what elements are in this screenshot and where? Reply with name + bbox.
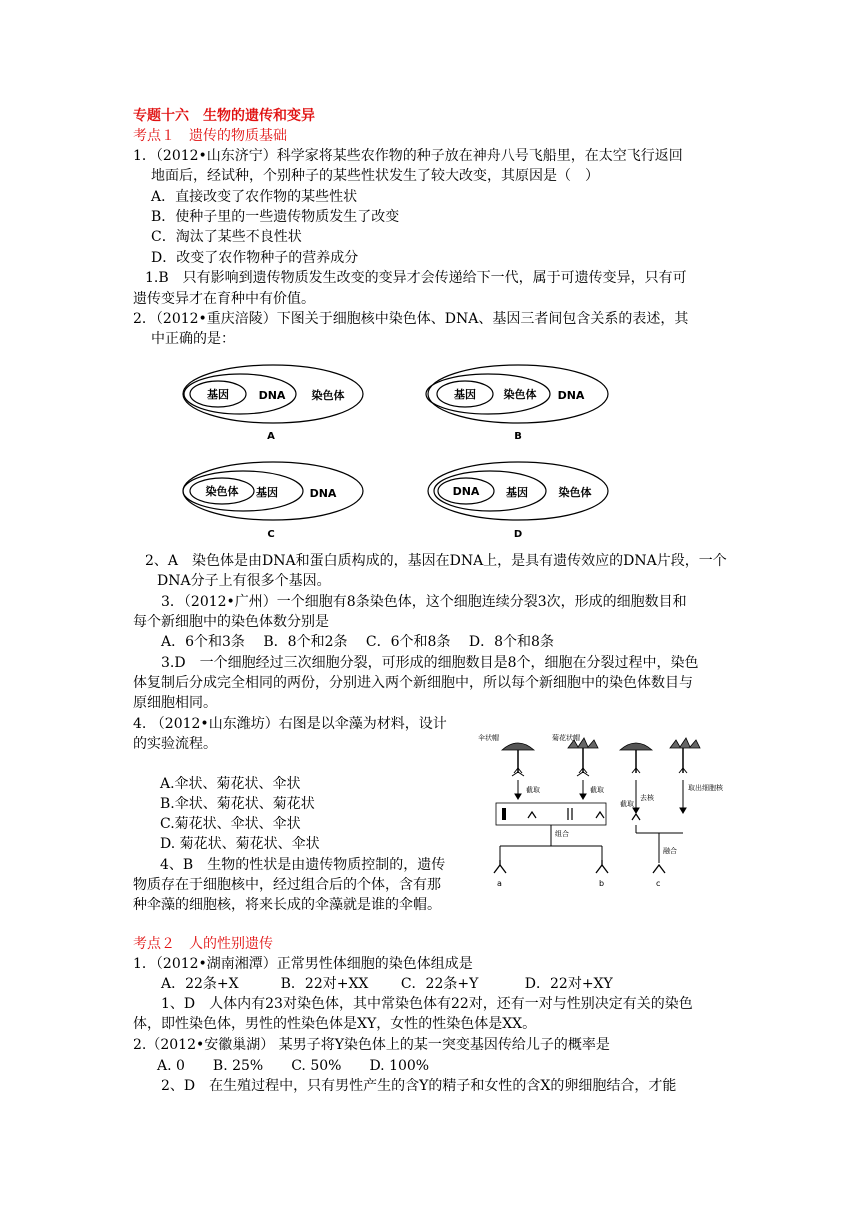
page-title: 专题十六 生物的遗传和变异	[133, 108, 315, 124]
umbrella-cap-alga-2	[620, 743, 652, 773]
diagram-b-inner-label: 基因	[454, 388, 476, 401]
label-combine: 组合	[555, 830, 569, 838]
diagram-d	[428, 462, 608, 540]
diagram-c	[183, 462, 363, 540]
segment-2	[528, 812, 536, 818]
diagram-a-middle-label: DNA	[258, 389, 286, 402]
q4-answer-line1: 4、B 生物的性状是由遗传物质控制的，遗传	[160, 857, 446, 873]
diagram-d-inner-label: DNA	[452, 485, 480, 498]
label-cut-2: 截取	[590, 786, 604, 794]
label-chrysanthemum-cap: 菊花状帽	[552, 734, 580, 742]
q2-stem-line1: 2．（2012•重庆涪陵）下图关于细胞核中染色体、DNA、基因三者间包含关系的表述，其	[133, 311, 689, 327]
process-arrows	[515, 780, 686, 813]
q1-option-c: C．淘汰了某些不良性状	[151, 229, 302, 245]
q4-option-b: B.伞状、菊花状、菊花状	[160, 796, 315, 812]
result-b-label: b	[599, 879, 605, 888]
q1-stem-line1: 1．（2012•山东济宁）科学家将某些农作物的种子放在神舟八号飞船里，在太空飞行返回	[133, 148, 683, 164]
section-heading-2: 考点２ 人的性别遗传	[133, 936, 273, 952]
diagram-b-letter: B	[514, 431, 522, 442]
nested-sets-diagrams	[0, 355, 860, 545]
diagram-c-letter: C	[267, 529, 275, 540]
q2-stem-line2: 中正确的是：	[151, 331, 235, 347]
label-remove-nucleus: 去核	[640, 794, 654, 802]
diagram-a-letter: A	[267, 431, 275, 442]
label-take-nucleus: 取出细胞核	[688, 784, 723, 792]
q4-option-a: A.伞状、菊花状、伞状	[160, 776, 301, 792]
q6-answer-line1: 2、D 在生殖过程中，只有男性产生的含Y的精子和女性的含X的卵细胞结合，才能	[161, 1078, 677, 1094]
diagram-b-outer-label: DNA	[557, 389, 585, 402]
q4-answer-line3: 种伞藻的细胞核，将来长成的伞藻就是谁的伞帽。	[133, 897, 441, 913]
result-a-label: a	[497, 879, 502, 888]
q3-answer-line2: 体复制后分成完全相同的两份，分别进入两个新细胞中，所以每个新细胞中的染色体数目与	[133, 675, 693, 691]
enucleated-base	[632, 814, 640, 820]
chrysanthemum-cap-alga	[568, 738, 598, 776]
chrysanthemum-cap-alga-2	[670, 738, 700, 773]
q4-stem-line1: 4. （2012•山东潍坊）右图是以伞藻为材料，设计	[133, 716, 447, 732]
q6-options: A. 0 B. 25% C. 50% D. 100%	[157, 1058, 430, 1074]
diagram-b-middle-label: 染色体	[503, 388, 537, 401]
q5-answer-line2: 体，即性染色体，男性的性染色体是XY，女性的性染色体是XX。	[133, 1016, 537, 1032]
q4-stem-line2: 的实验流程。	[133, 736, 217, 752]
diagram-c-middle-ellipse	[183, 471, 303, 511]
diagram-c-middle-label: 基因	[256, 486, 278, 499]
q1-stem-line2: 地面后，经试种，个别种子的某些性状发生了较大改变，其原因是（ ）	[151, 168, 599, 184]
q5-options: A．22条+X B．22对+XX C．22条+Y D．22对+XY	[161, 976, 613, 992]
result-c-label: c	[656, 879, 661, 888]
q1-option-d: D．改变了农作物种子的营养成分	[151, 250, 359, 266]
diagram-a-inner-label: 基因	[207, 388, 229, 401]
label-umbrella-cap: 伞状帽	[478, 734, 499, 742]
q3-stem-line1: 3．（2012•广州）一个细胞有8条染色体，这个细胞连续分裂3次，形成的细胞数目和	[161, 594, 687, 610]
diagram-d-middle-label: 基因	[506, 486, 528, 499]
umbrella-cap-alga	[502, 743, 534, 776]
label-cut-1: 截取	[526, 786, 540, 794]
label-fuse: 融合	[663, 847, 677, 855]
q3-answer-line1: 3.D 一个细胞经过三次细胞分裂，可形成的细胞数目是8个，细胞在分裂过程中，染色	[161, 655, 699, 671]
diagram-a	[183, 365, 363, 442]
q1-option-b: B．使种子里的一些遗传物质发生了改变	[151, 209, 400, 225]
acetabularia-experiment-figure	[470, 728, 723, 893]
q1-answer-line1: 1.B 只有影响到遗传物质发生改变的变异才会传递给下一代，属于可遗传变异，只有可	[145, 270, 687, 286]
section-heading-1: 考点１ 遗传的物质基础	[133, 128, 287, 144]
q4-option-d: D. 菊花状、菊花状、伞状	[160, 836, 320, 852]
diagram-c-inner-label: 染色体	[205, 485, 239, 498]
diagram-b	[426, 365, 608, 442]
q1-answer-line2: 遗传变异才在育种中有价值。	[133, 291, 315, 307]
result-b-base	[596, 865, 608, 873]
cut-segments-box	[496, 803, 606, 825]
result-c-base	[653, 865, 665, 873]
q2-answer-line2: DNA分子上有很多个基因。	[157, 573, 331, 589]
q3-stem-line2: 每个新细胞中的染色体数分别是	[133, 614, 329, 630]
q3-options: A．6个和3条 B．8个和2条 C．6个和8条 D．8个和8条	[161, 634, 554, 650]
diagram-c-outer-label: DNA	[309, 487, 337, 500]
q1-option-a: A．直接改变了农作物的某些性状	[151, 189, 358, 205]
diagram-d-middle-ellipse	[434, 471, 546, 511]
diagram-a-outer-label: 染色体	[311, 389, 345, 402]
diagram-d-outer-label: 染色体	[558, 486, 592, 499]
q5-answer-line1: 1、D 人体内有23对染色体，其中常染色体有22对，还有一对与性别决定有关的染色	[161, 996, 693, 1012]
q2-answer-line1: 2、A 染色体是由DNA和蛋白质构成的，基因在DNA上，是具有遗传效应的DNA片段，一个	[145, 553, 727, 569]
q3-answer-line3: 原细胞相同。	[133, 695, 217, 711]
segment-1	[502, 808, 506, 820]
diagram-d-letter: D	[513, 529, 523, 540]
q6-stem: 2.（2012•安徽巢湖） 某男子将Y染色体上的某一突变基因传给儿子的概率是	[133, 1037, 610, 1053]
segment-4	[596, 812, 604, 818]
label-cut-3: 截取	[620, 800, 634, 808]
result-a-base	[494, 865, 506, 873]
q4-option-c: C.菊花状、伞状、伞状	[160, 816, 301, 832]
q5-stem: 1．（2012•湖南湘潭）正常男性体细胞的染色体组成是	[133, 956, 473, 972]
q4-answer-line2: 物质存在于细胞核中，经过组合后的个体，含有那	[133, 877, 441, 893]
